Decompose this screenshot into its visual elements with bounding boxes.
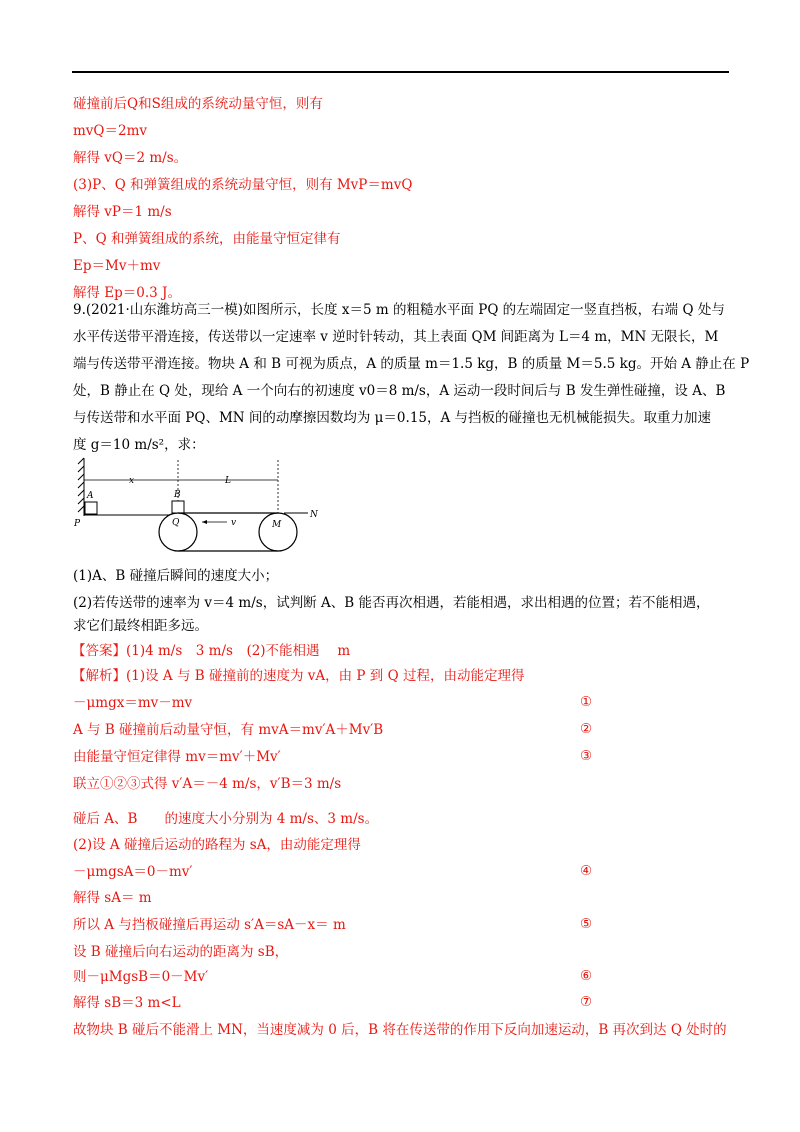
problem-line-2: 水平传送带平滑连接，传送带以一定速率 v 逆时针转动，其上表面 QM 间距离为 L＝4 m，MN 无限长，M bbox=[73, 329, 719, 345]
eq-number-7: ⑦ bbox=[580, 994, 593, 1010]
prev-solution-line-8: 解得 Ep＝0.3 J。 bbox=[73, 285, 181, 301]
label-N: N bbox=[310, 510, 318, 520]
prev-solution-line-2: mvQ＝2mv bbox=[73, 123, 148, 139]
analysis-line-11: 设 B 碰撞后向右运动的距离为 sB， bbox=[73, 944, 289, 960]
analysis-line-9: 解得 sA＝ m bbox=[73, 890, 152, 906]
eq-number-4: ④ bbox=[580, 863, 593, 879]
analysis-line-3: A 与 B 碰撞前后动量守恒，有 mvA＝mv′A＋Mv′B bbox=[73, 722, 384, 738]
answer-text: (1)4 m/s 3 m/s (2)不能相遇 m bbox=[126, 643, 351, 659]
prev-solution-line-7: Ep＝Mv＋mv bbox=[73, 258, 161, 274]
analysis-line-10: 所以 A 与挡板碰撞后再运动 s′A＝sA－x＝ m bbox=[73, 917, 346, 933]
eq-number-6: ⑥ bbox=[580, 968, 593, 984]
question-2-line-2: 求它们最终相距多远。 bbox=[73, 618, 208, 634]
answer-tag: 【答案】 bbox=[72, 643, 126, 659]
analysis-line-14: 故物块 B 碰后不能滑上 MN，当速度减为 0 后，B 将在传送带的作用下反向加速运动，B 再次到达 Q 处时的 bbox=[73, 1022, 727, 1038]
problem-line-1: 9.(2021·山东潍坊高三一模)如图所示，长度 x＝5 m 的粗糙水平面 PQ 的左端固定一竖直挡板，右端 Q 处与 bbox=[73, 302, 725, 318]
analysis-line-6: 碰后 A、B 的速度大小分别为 4 m/s、3 m/s。 bbox=[73, 811, 379, 827]
label-B: B bbox=[174, 490, 181, 500]
analysis-line-5: 联立①②③式得 v′A＝－4 m/s，v′B＝3 m/s bbox=[73, 776, 342, 792]
analysis-line-4: 由能量守恒定律得 mv＝mv′＋Mv′ bbox=[73, 749, 281, 765]
problem-line-3: 端与传送带平滑连接。物块 A 和 B 可视为质点，A 的质量 m＝1.5 kg，B 的质量 M＝5.5 kg。开始 A 静止在 P bbox=[73, 356, 750, 372]
header-rule bbox=[72, 71, 729, 73]
answer-line bbox=[72, 642, 350, 660]
prev-solution-line-6: P、Q 和弹簧组成的系统，由能量守恒定律有 bbox=[73, 231, 341, 247]
eq-number-3: ③ bbox=[580, 748, 593, 764]
prev-solution-line-5: 解得 vP＝1 m/s bbox=[73, 204, 172, 220]
prev-solution-line-4: (3)P、Q 和弹簧组成的系统动量守恒，则有 MvP＝mvQ bbox=[73, 177, 413, 193]
label-Q: Q bbox=[172, 518, 180, 528]
block-B bbox=[172, 501, 184, 513]
roller-M bbox=[259, 513, 297, 551]
L-label: L bbox=[225, 476, 231, 486]
eq-number-2: ② bbox=[580, 721, 593, 737]
wall bbox=[78, 458, 84, 516]
analysis-line-7: (2)设 A 碰撞后运动的路程为 sA，由动能定理得 bbox=[73, 837, 361, 853]
analysis-line-13: 解得 sB＝3 m<L bbox=[73, 995, 181, 1011]
problem-line-6: 度 g＝10 m/s²，求： bbox=[73, 437, 205, 453]
analysis-line-1: 【解析】(1)设 A 与 B 碰撞前的速度为 vA，由 P 到 Q 过程，由动能定理得 bbox=[72, 668, 525, 684]
label-P: P bbox=[74, 519, 81, 529]
problem-line-4: 处，B 静止在 Q 处，现给 A 一个向右的初速度 v0＝8 m/s，A 运动一段时间后与 B 发生弹性碰撞，设 A、B bbox=[73, 383, 726, 399]
analysis-line-2: －μmgx＝mv－mv bbox=[73, 695, 193, 711]
analysis-tag: 【解析】 bbox=[72, 668, 126, 684]
analysis-line-8: －μmgsA＝0－mv′ bbox=[73, 864, 193, 880]
question-1: (1)A、B 碰撞后瞬间的速度大小； bbox=[73, 568, 279, 584]
eq-number-1: ① bbox=[580, 694, 593, 710]
prev-solution-line-3: 解得 vQ＝2 m/s。 bbox=[73, 150, 188, 166]
prev-solution-line-1: 碰撞前后Q和S组成的系统动量守恒，则有 bbox=[73, 96, 323, 112]
analysis-line-12: 则－μMgsB＝0－Mv′ bbox=[73, 969, 209, 985]
problem-line-5: 与传送带和水平面 PQ、MN 间的动摩擦因数均为 μ＝0.15，A 与挡板的碰撞也无机械能损失。取重力加速 bbox=[73, 410, 712, 426]
x-label: x bbox=[129, 476, 135, 486]
label-A: A bbox=[87, 491, 94, 501]
label-M: M bbox=[272, 520, 282, 530]
block-A bbox=[85, 502, 97, 514]
question-2-line-1: (2)若传送带的速率为 v＝4 m/s，试判断 A、B 能否再次相遇，若能相遇，求出相遇的位置；若不能相遇， bbox=[73, 595, 710, 611]
conveyor-diagram bbox=[72, 452, 332, 562]
label-v: v bbox=[231, 518, 237, 528]
eq-number-5: ⑤ bbox=[580, 916, 593, 932]
